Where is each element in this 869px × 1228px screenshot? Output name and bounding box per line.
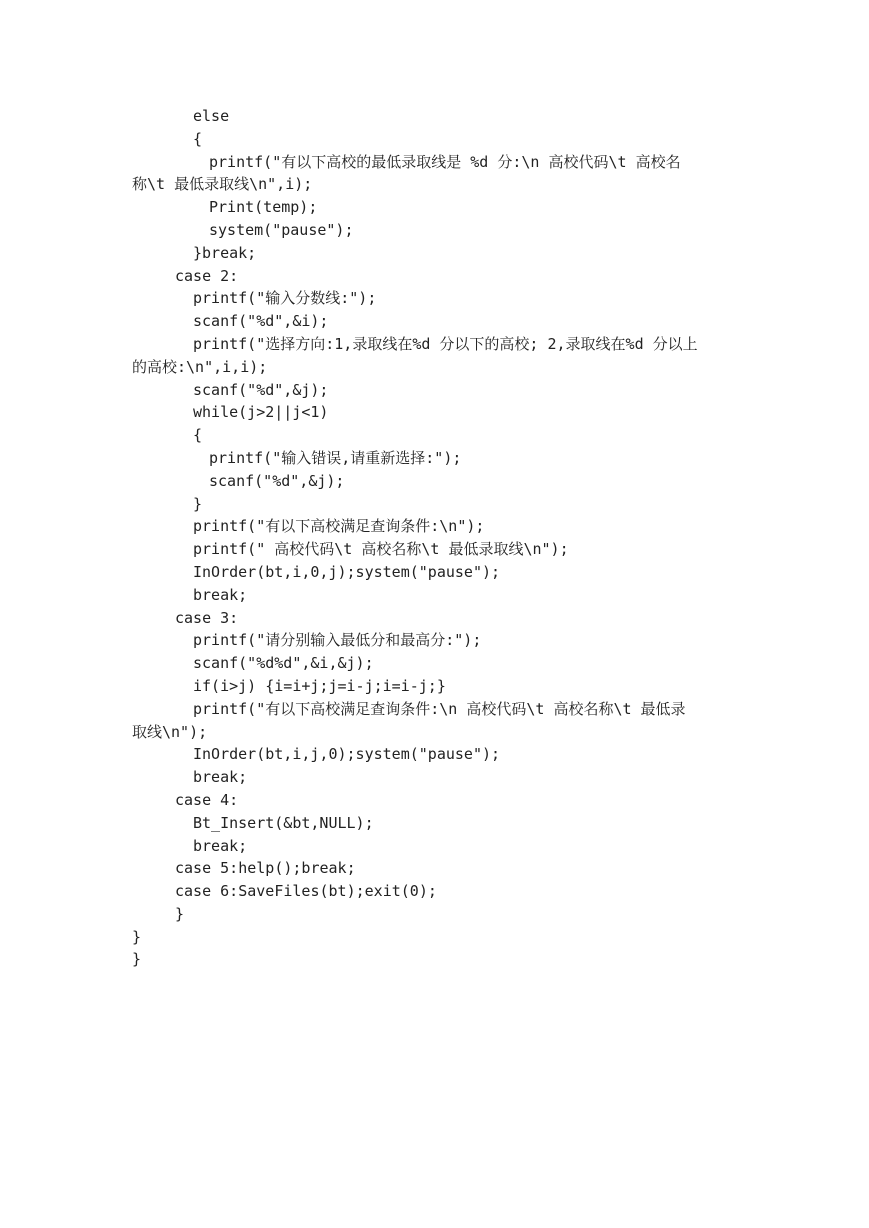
code-line: Print(temp); — [209, 198, 318, 217]
code-line: break; — [193, 585, 248, 604]
code-line: break; — [193, 768, 248, 787]
code-line: }break; — [193, 243, 257, 262]
code-line: printf(" 高校代码\t 高校名称\t 最低录取线\n"); — [193, 540, 569, 559]
code-line: case 4: — [175, 790, 239, 809]
code-line: printf("输入错误,请重新选择:"); — [209, 448, 462, 467]
code-line: printf("输入分数线:"); — [193, 289, 377, 308]
code-line: Bt_Insert(&bt,NULL); — [193, 813, 374, 832]
code-line: { — [193, 129, 203, 148]
code-line: printf("选择方向:1,录取线在%d 分以下的高校; 2,录取线在%d 分以上 — [193, 334, 698, 353]
code-line: else — [193, 107, 230, 125]
code-line: printf("请分别输入最低分和最高分:"); — [193, 631, 482, 650]
code-line: printf("有以下高校满足查询条件:\n"); — [193, 517, 485, 536]
code-line: scanf("%d",&j); — [209, 471, 345, 490]
code-line: scanf("%d",&i); — [193, 312, 329, 331]
code-line: InOrder(bt,i,j,0);system("pause"); — [193, 745, 501, 764]
code-line: while(j>2||j<1) — [193, 403, 329, 422]
code-line: } — [132, 927, 142, 946]
code-line: 的高校:\n",i,i); — [132, 357, 268, 376]
code-line: 称\t 最低录取线\n",i); — [132, 175, 313, 194]
code-line: case 3: — [175, 608, 239, 627]
code-line: scanf("%d%d",&i,&j); — [193, 654, 374, 673]
code-line: } — [175, 904, 185, 923]
code-line: InOrder(bt,i,0,j);system("pause"); — [193, 562, 501, 581]
code-line: case 6:SaveFiles(bt);exit(0); — [175, 882, 437, 901]
code-line: { — [193, 426, 203, 445]
code-line: scanf("%d",&j); — [193, 380, 329, 399]
code-line: printf("有以下高校的最低录取线是 %d 分:\n 高校代码\t 高校名 — [209, 152, 681, 171]
code-line: case 2: — [175, 266, 239, 285]
code-listing — [132, 105, 742, 971]
code-line: system("pause"); — [209, 220, 354, 239]
code-line: if(i>j) {i=i+j;j=i-j;i=i-j;} — [193, 676, 446, 695]
code-line: 取线\n"); — [132, 722, 208, 741]
code-line: case 5:help();break; — [175, 859, 356, 878]
code-line: } — [132, 950, 142, 969]
code-line: printf("有以下高校满足查询条件:\n 高校代码\t 高校名称\t 最低录 — [193, 699, 686, 718]
code-line: } — [193, 494, 203, 513]
code-line: break; — [193, 836, 248, 855]
